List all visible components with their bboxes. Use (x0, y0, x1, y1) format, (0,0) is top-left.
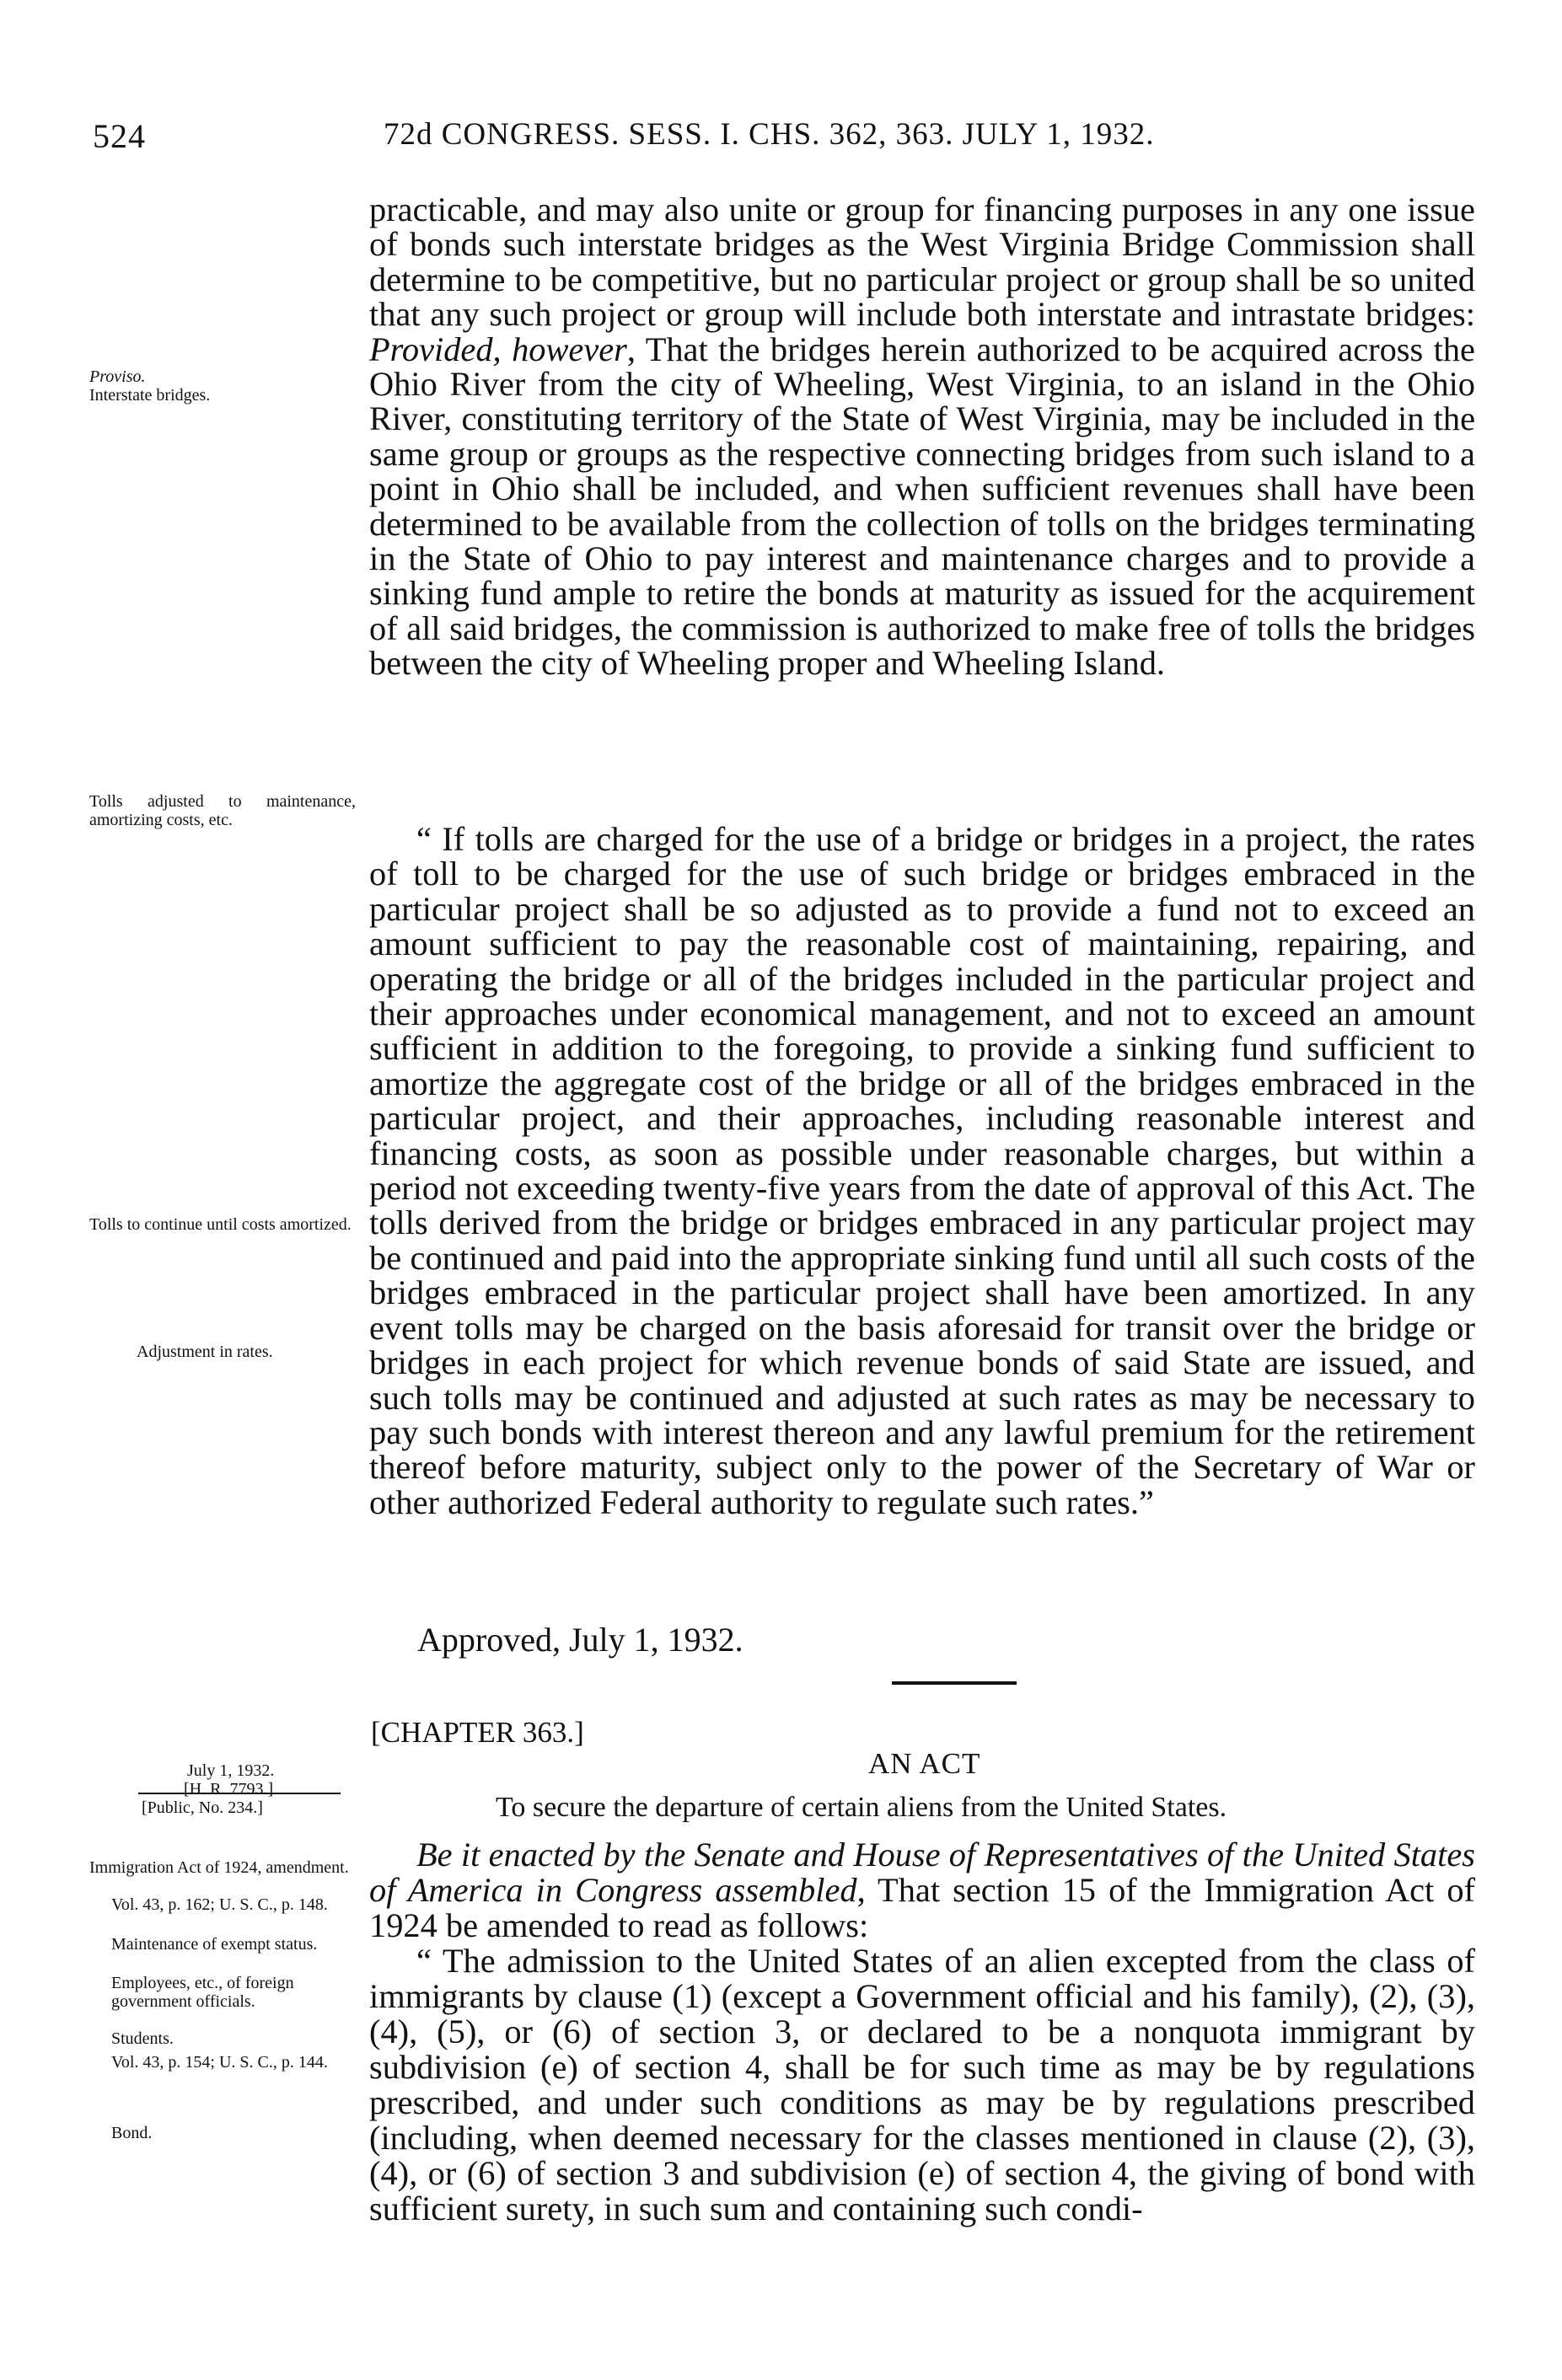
act-heading: AN ACT (868, 1747, 981, 1780)
paragraph-bridges-text-a: practicable, and may also unite or group for financing purposes in any one issue of bonds such interstate bridges as the West Virginia Bridge Commission shall determine to be competitive, but no particular project or group shall be so united that any such project or group will include both interstate and intrastate bridges: (369, 190, 1475, 334)
enacting-clause: Be it enacted by the Senate and House of Representatives of the United States of America in Congress assembled (369, 1836, 1475, 1909)
margin-note-tolls-adjusted: Tolls adjusted to maintenance, amortizing costs, etc. (89, 792, 356, 829)
page-header (0, 116, 1562, 167)
paragraph-tolls-text: “ If tolls are charged for the use of a bridge or bridges in a project, the rates of toll to be charged for the use of such bridge or bridges embraced in the particular project shall be so adjusted as to provide a fund not to exceed an amount sufficient to pay the reasonable cost of maintaining, repairing, and operating the bridge or all of the bridges included in the particular project and their approaches under economical management, and not to exceed an amount sufficient in addition to the foregoing, to provide a sinking fund sufficient to amortize the aggregate cost of the bridge or all of the bridges embraced in the particular project, and their approaches, including reasonable interest and financing costs, as soon as possible under reasonable charges, but within a period not exceeding twenty-five years from the date of approval of this Act. The tolls derived from the bridge or bridges embraced in any particular project may be continued and paid into the appropriate sinking fund until all such costs of the bridges embraced in the particular project shall have been amortized. In any event tolls may be charged on the basis aforesaid for transit over the bridge or bridges in each project for which revenue bonds of said State are issued, and such tolls may be continued and adjusted at such rates as may be necessary to pay such bonds with interest thereon and any lawful premium for the retirement thereof before maturity, subject only to the power of the Secretary of War or other authorized Federal authority to regulate such rates.” (369, 820, 1475, 1521)
margin-note-bond: Bond. (111, 2124, 153, 2142)
margin-note-maintenance-exempt: Maintenance of exempt status. (111, 1935, 318, 1954)
enacting-section (369, 1837, 1475, 2227)
proviso-phrase: Provided, however (369, 330, 627, 368)
act-title: To secure the departure of certain aliens from the United States. (496, 1792, 1227, 1823)
paragraph-bridges (369, 192, 1475, 681)
paragraph-bridges-text-b: , That the bridges herein authorized to be acquired across the Ohio River from the city of Wheeling, West Virginia, to an island in the Ohio River, constituting territory of the State of West Virginia, may be included in the same group or groups as the respective connecting bridges from such island to a point in Ohio shall be included, and when sufficient revenues shall have been determined to be available from the collection of tolls on the bridges terminating in the State of Ohio to pay interest and maintenance charges and to provide a sinking fund ample to retire the bonds at maturity as issued for the acquirement of all said bridges, the commission is authorized to make free of tolls the bridges between the city of Wheeling proper and Wheeling Island. (369, 330, 1475, 683)
paragraph-tolls (369, 822, 1475, 1520)
margin-note-immigration-act: Immigration Act of 1924, amendment. (89, 1858, 349, 1877)
running-head: 72d CONGRESS. SESS. I. CHS. 362, 363. JULY 1, 1932. (384, 117, 1155, 152)
margin-note-bill: [H. R. 7793.] (184, 1780, 274, 1798)
margin-note-public: [Public, No. 234.] (142, 1798, 263, 1817)
page-number: 524 (93, 117, 146, 155)
amended-section-text: “ The admission to the United States of an alien excepted from the class of immigrants by clause (1) (except a Government official and his family), (2), (3), (4), (5), or (6) of section 3, or declared to be a nonquota immigrant by subdivision (e) of section 4, shall be for such time as may be by regulations prescribed, and under such conditions as may be by regulations prescribed (including, when deemed necessary for the classes mentioned in clause (2), (3), (4), or (6) of section 3 and subdivision (e) of section 4, the giving of bond with sufficient surety, in such sum and containing such condi- (369, 1942, 1475, 2227)
margin-note-vol43-154: Vol. 43, p. 154; U. S. C., p. 144. (111, 2053, 328, 2072)
margin-note-proviso: Proviso. (89, 367, 146, 386)
section-divider (892, 1681, 1017, 1685)
margin-note-students: Students. (111, 2029, 174, 2048)
approved-line: Approved, July 1, 1932. (417, 1621, 743, 1659)
margin-note-employees: Employees, etc., of foreign government officials. (111, 1974, 294, 2011)
chapter-label: [CHAPTER 363.] (371, 1716, 584, 1749)
margin-note-tolls-continue: Tolls to continue until costs amortized. (89, 1215, 352, 1234)
margin-note-date: July 1, 1932. (187, 1761, 275, 1780)
margin-rule (138, 1793, 341, 1794)
margin-note-interstate-bridges: Interstate bridges. (89, 386, 211, 405)
enacting-clause-rest: , That section 15 of the Immigration Act of 1924 be amended to read as follows: (369, 1871, 1475, 1944)
margin-note-adjustment-rates: Adjustment in rates. (137, 1343, 273, 1361)
margin-note-vol43-162: Vol. 43, p. 162; U. S. C., p. 148. (111, 1895, 328, 1914)
